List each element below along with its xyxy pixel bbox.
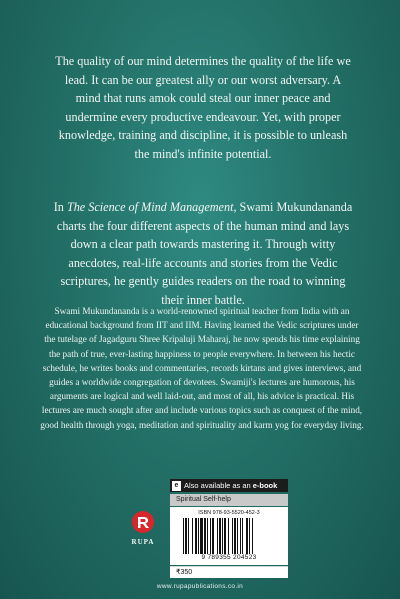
barcode <box>181 518 277 554</box>
barcode-bar <box>240 518 241 554</box>
blurb-paragraph-2 <box>52 198 354 310</box>
isbn-text: ISBN 978-93-5520-452-3 <box>198 510 260 516</box>
barcode-bar <box>242 518 243 554</box>
book-title: The Science of Mind Management <box>66 200 234 214</box>
barcode-bar <box>219 518 221 554</box>
price: ₹350 <box>170 566 288 578</box>
barcode-bar <box>224 518 226 554</box>
barcode-bar <box>228 518 229 554</box>
barcode-bar <box>185 518 187 554</box>
barcode-bar <box>200 518 203 554</box>
barcode-bar <box>222 518 223 554</box>
barcode-bar <box>234 518 236 554</box>
barcode-bar <box>195 518 197 554</box>
barcode-bar <box>212 518 214 554</box>
blurb-paragraph-2-rest: , Swami Mukundananda charts the four different aspects of the human mind and lays down a clear path towards mastering it. Through witty anecdotes, real-life accounts and stories from the Vedic scriptures, he gently guides readers on the road to winning their inner battle. <box>56 200 353 307</box>
barcode-bar <box>183 518 184 554</box>
blurb-paragraph-2-prefix: In <box>53 200 67 214</box>
category-label: Spiritual Self-help <box>170 494 288 506</box>
barcode-bar <box>210 518 211 554</box>
barcode-bar <box>232 518 233 554</box>
barcode-bar <box>204 518 206 554</box>
author-bio: Swami Mukundananda is a world-renowned spiritual teacher from India with an educational background from IIT and IIM. Having learned the Vedic scriptures under the tutelage of Jagadguru Shree Kripaluji Maharaj, he now spends his time explaining the path of true, ever-lasting happiness to people everywhere. In between his hectic schedule, he writes books and commentaries, records kirtans and gives interviews, and guides a worldwide congregation of devotees. Swamiji's lectures are humorous, his arguments are logical and well laid-out, and most of all, his advice is practical. His lectures are much sought after and include various topics such as conquest of the mind, good health through yoga, meditation and spirituality and karm yog for everyday living. <box>40 306 364 430</box>
barcode-bar <box>252 518 253 554</box>
barcode-bar <box>192 518 193 554</box>
ebook-icon: e <box>172 481 181 491</box>
blurb-paragraph-1: The quality of our mind determines the quality of the life we lead. It can be our greatest ally or our worst adversary. A mind that runs amok could steal our inner peace and undermine every productive endeavour. Yet, with proper knowledge, training and discipline, it is possible to unleash the mind's infinite potential. <box>55 54 351 161</box>
rupa-logo <box>130 509 156 553</box>
barcode-bar <box>188 518 189 554</box>
ebook-banner <box>170 479 288 492</box>
publisher-website: www.rupapublications.co.in <box>156 583 244 590</box>
ebook-label: Also available as an <box>184 481 251 490</box>
ebook-highlight: e-book <box>252 481 278 490</box>
barcode-box <box>170 507 288 565</box>
barcode-bar <box>217 518 218 554</box>
rupa-logo-text: RUPA <box>131 538 155 546</box>
barcode-bar <box>237 518 238 554</box>
barcode-bar <box>246 518 248 554</box>
barcode-bar <box>198 518 199 554</box>
barcode-number: 9 789355 204523 <box>201 554 257 561</box>
barcode-bar <box>249 518 250 554</box>
barcode-bar <box>207 518 208 554</box>
